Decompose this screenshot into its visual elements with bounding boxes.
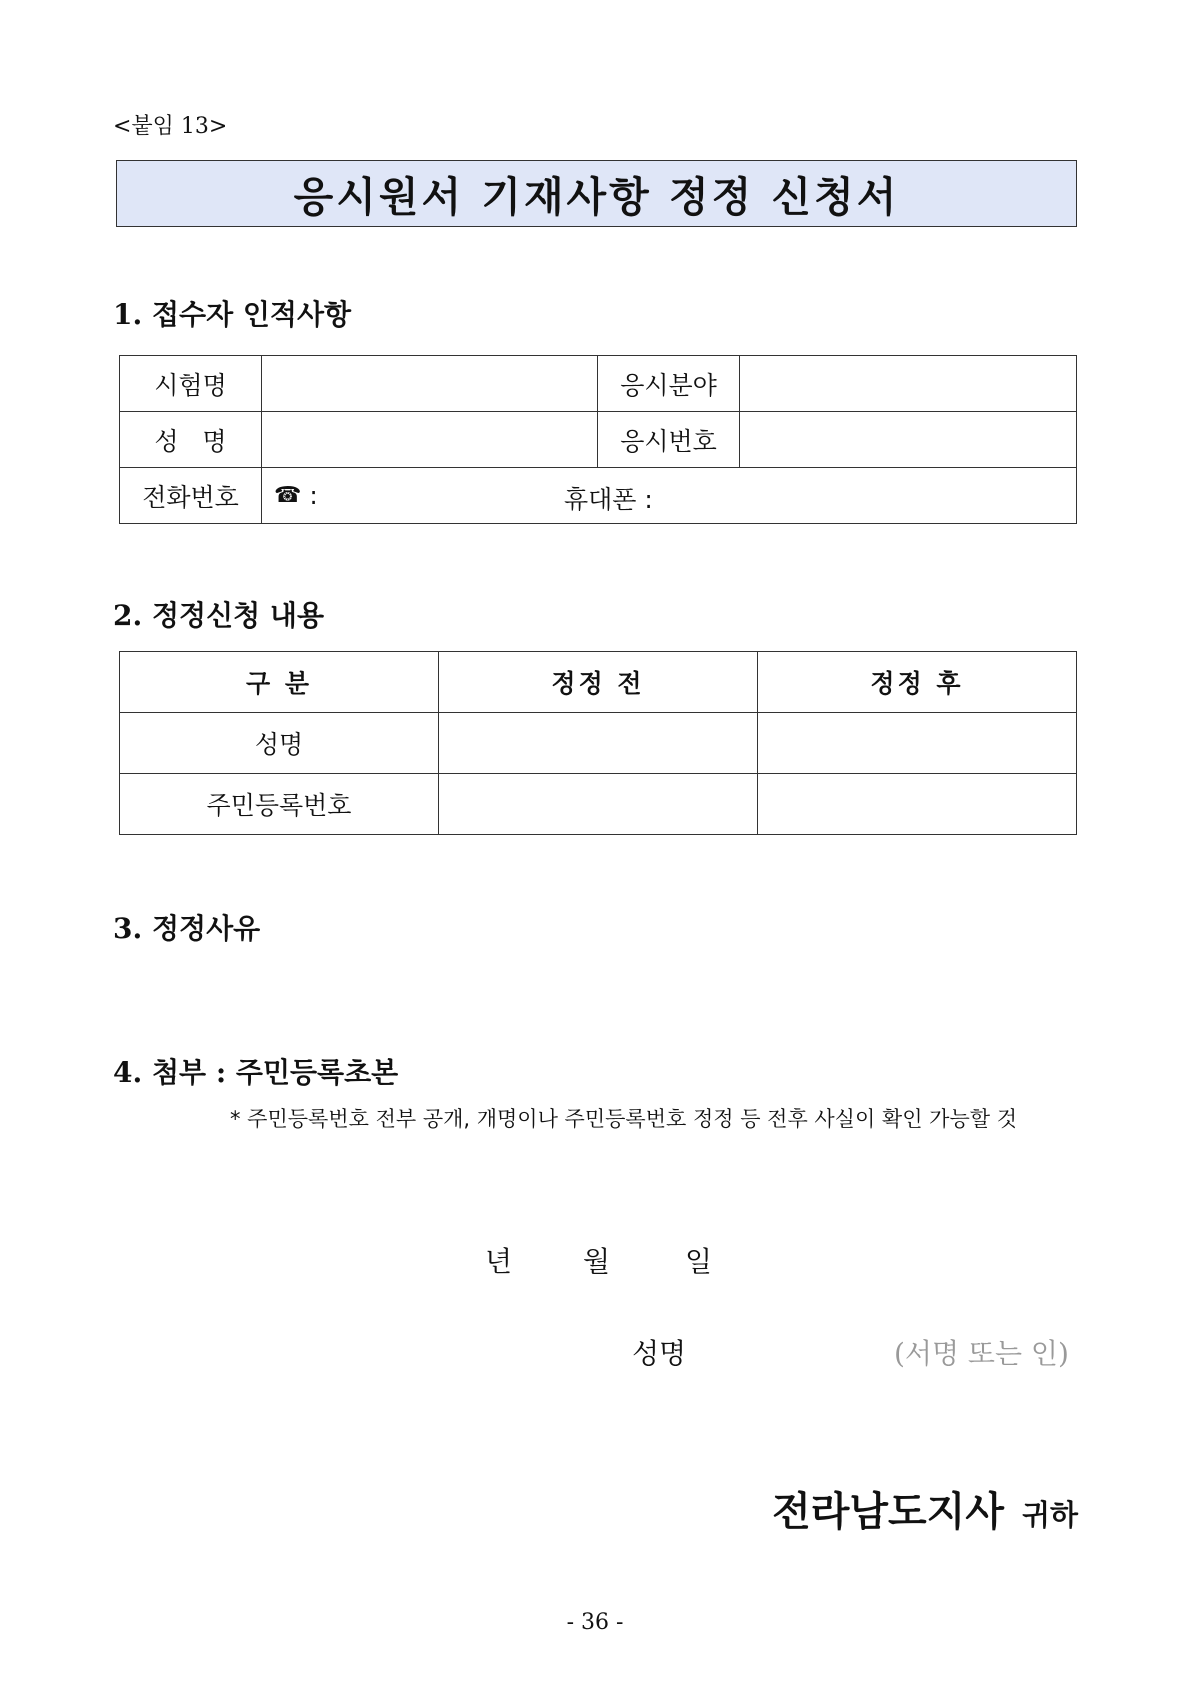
row-label-name: 성명 [120,713,439,774]
telephone-icon: ☎ [274,483,302,508]
attachment-label: <붙임 13> [113,114,228,139]
section3-heading: 3. 정정사유 [113,912,261,945]
phone-field[interactable] [262,468,1077,524]
exam-name-label: 시험명 [120,356,262,412]
signature-hint: (서명 또는 인) [894,1337,1069,1370]
page-number: - 36 - [566,1610,624,1635]
date-month-label: 월 [583,1245,611,1278]
resident-number-after-field[interactable] [758,774,1077,835]
table-row [120,412,1077,468]
signature-label: 성명 [632,1337,687,1370]
date-year-label: 년 [485,1245,513,1278]
phone-colon: : [309,481,318,510]
name-before-field[interactable] [439,713,758,774]
name-label: 성 명 [120,412,262,468]
phone-label: 전화번호 [120,468,262,524]
table-row [120,713,1077,774]
form-title-box [116,160,1077,227]
header-category: 구 분 [120,652,439,713]
mobile-label: 휴대폰 : [564,485,653,514]
resident-number-before-field[interactable] [439,774,758,835]
table-row [120,774,1077,835]
table-row [120,356,1077,412]
addressee-name: 전라남도지사 [772,1488,1004,1535]
name-field[interactable] [262,412,598,468]
name-after-field[interactable] [758,713,1077,774]
addressee-honorific: 귀하 [1021,1498,1078,1532]
section2-heading: 2. 정정신청 내용 [113,599,325,632]
header-before: 정정 전 [439,652,758,713]
section4-heading: 4. 첨부 : 주민등록초본 [113,1056,399,1089]
table-header-row [120,652,1077,713]
exam-field-label: 응시분야 [598,356,740,412]
applicant-info-table [119,355,1077,524]
row-label-resident-number: 주민등록번호 [120,774,439,835]
header-after: 정정 후 [758,652,1077,713]
section1-heading: 1. 접수자 인적사항 [113,298,352,331]
exam-name-field[interactable] [262,356,598,412]
correction-table [119,651,1077,835]
exam-field-field[interactable] [740,356,1077,412]
addressee [772,1480,1078,1537]
form-title: 응시원서 기재사항 정정 신청서 [293,173,900,221]
table-row [120,468,1077,524]
exam-number-label: 응시번호 [598,412,740,468]
attachment-note: * 주민등록번호 전부 공개, 개명이나 주민등록번호 정정 등 전후 사실이 확인 가능할 것 [230,1107,1017,1131]
date-day-label: 일 [685,1245,713,1278]
exam-number-field[interactable] [740,412,1077,468]
